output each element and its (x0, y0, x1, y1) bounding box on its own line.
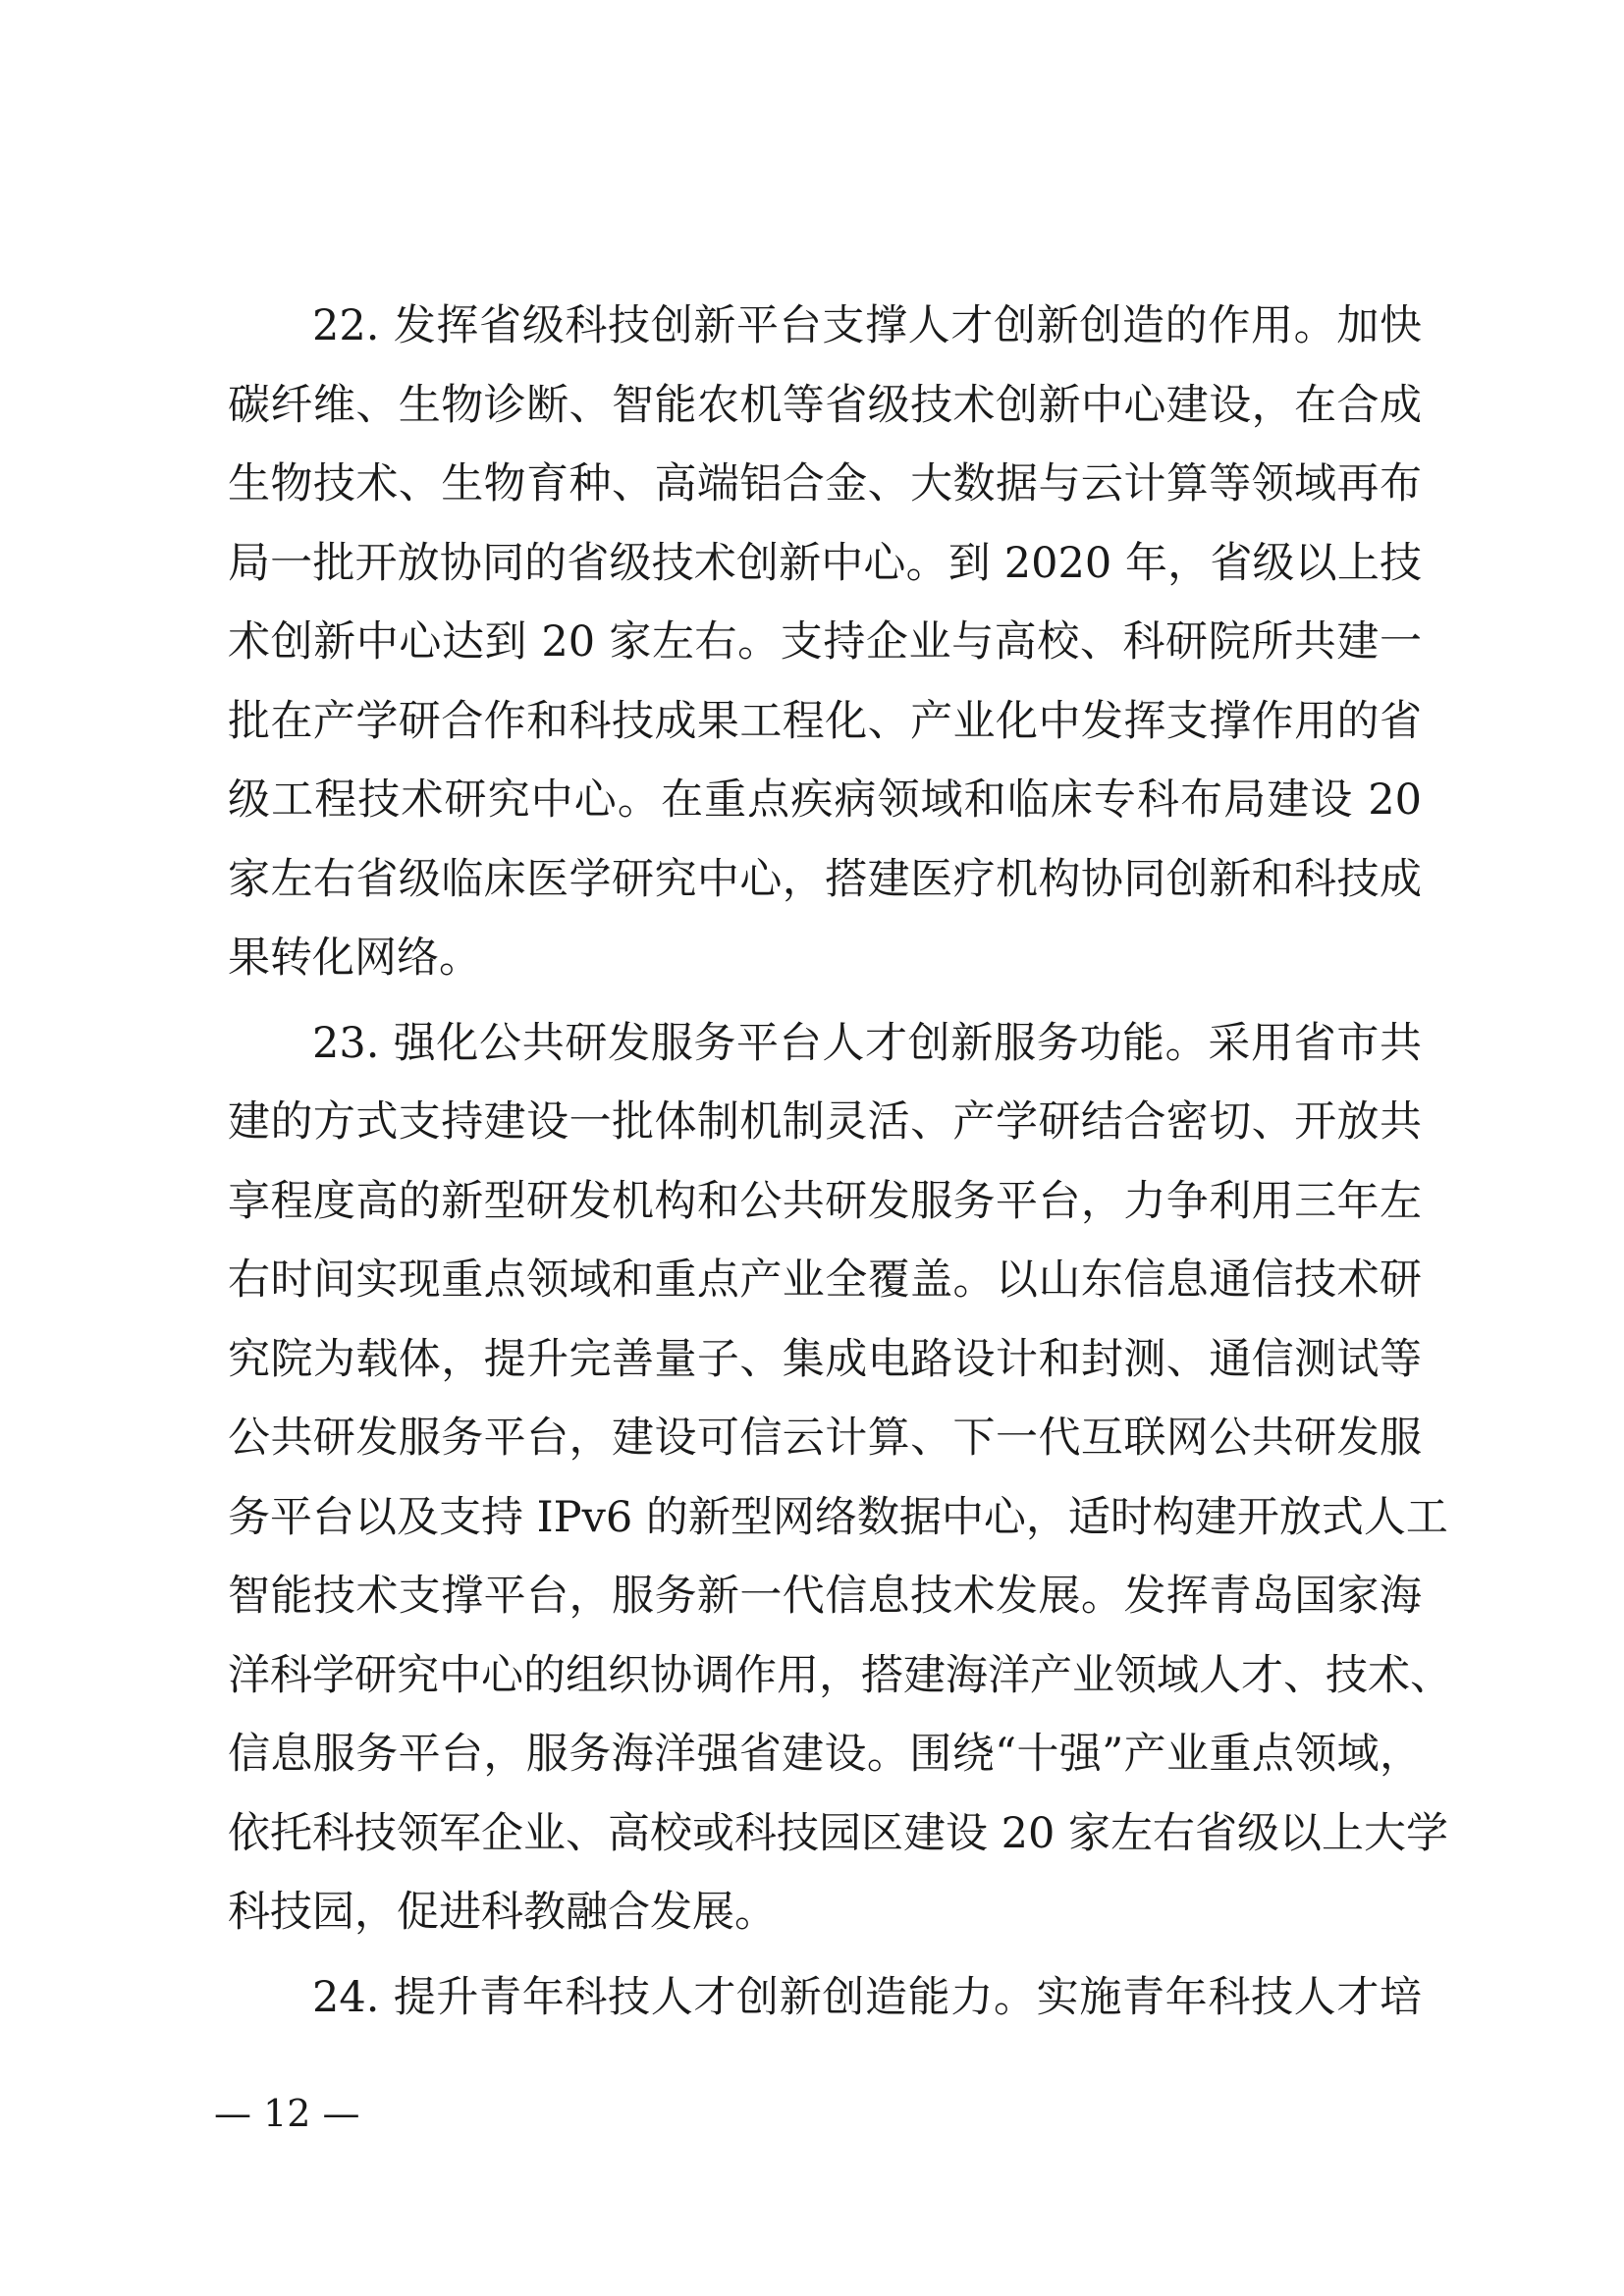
paragraph-line: 智能技术支撑平台，服务新一代信息技术发展。发挥青岛国家海 (228, 1572, 1422, 1621)
paragraph-line: 生物技术、生物育种、高端铝合金、大数据与云计算等领域再布 (228, 459, 1422, 508)
paragraph-line: 科技园，促进科教融合发展。 (228, 1888, 777, 1937)
paragraph-22 (228, 287, 1422, 998)
paragraph-line: 建的方式支持建设一批体制机制灵活、产学研结合密切、开放共 (228, 1097, 1422, 1147)
paragraph-line: 信息服务平台，服务海洋强省建设。围绕“十强”产业重点领域， (228, 1730, 1422, 1779)
paragraph-line: 局一批开放协同的省级技术创新中心。到 2020 年，省级以上技 (228, 538, 1422, 588)
paragraph-line: 级工程技术研究中心。在重点疾病领域和临床专科布局建设 20 (228, 775, 1422, 825)
paragraph-23 (228, 1004, 1452, 1952)
paragraph-line: 碳纤维、生物诊断、智能农机等省级技术创新中心建设，在合成 (228, 380, 1422, 430)
paragraph-line: 术创新中心达到 20 家左右。支持企业与高校、科研院所共建一 (228, 617, 1422, 667)
paragraph-line: 依托科技领军企业、高校或科技园区建设 20 家左右省级以上大学 (228, 1808, 1449, 1858)
paragraph-line: 右时间实现重点领域和重点产业全覆盖。以山东信息通信技术研 (228, 1255, 1422, 1305)
paragraph-line: 23. 强化公共研发服务平台人才创新服务功能。采用省市共 (312, 1018, 1422, 1068)
paragraph-line: 洋科学研究中心的组织协调作用，搭建海洋产业领域人才、技术、 (228, 1650, 1452, 1700)
page-number: — 12 — (214, 2092, 360, 2135)
paragraph-line: 务平台以及支持 IPv6 的新型网络数据中心，适时构建开放式人工 (228, 1492, 1448, 1542)
paragraph-line: 享程度高的新型研发机构和公共研发服务平台，力争利用三年左 (228, 1176, 1422, 1226)
paragraph-line: 批在产学研合作和科技成果工程化、产业化中发挥支撑作用的省 (228, 696, 1422, 746)
paragraph-line: 24. 提升青年科技人才创新创造能力。实施青年科技人才培 (312, 1972, 1422, 2022)
paragraph-line: 家左右省级临床医学研究中心，搭建医疗机构协同创新和科技成 (228, 854, 1422, 904)
paragraph-line: 22. 发挥省级科技创新平台支撑人才创新创造的作用。加快 (312, 301, 1422, 350)
paragraph-line: 公共研发服务平台，建设可信云计算、下一代互联网公共研发服 (228, 1414, 1422, 1463)
paragraph-24 (228, 1958, 1422, 2038)
paragraph-line: 果转化网络。 (228, 934, 481, 983)
paragraph-line: 究院为载体，提升完善量子、集成电路设计和封测、通信测试等 (228, 1334, 1422, 1384)
document-body (228, 287, 1452, 2037)
